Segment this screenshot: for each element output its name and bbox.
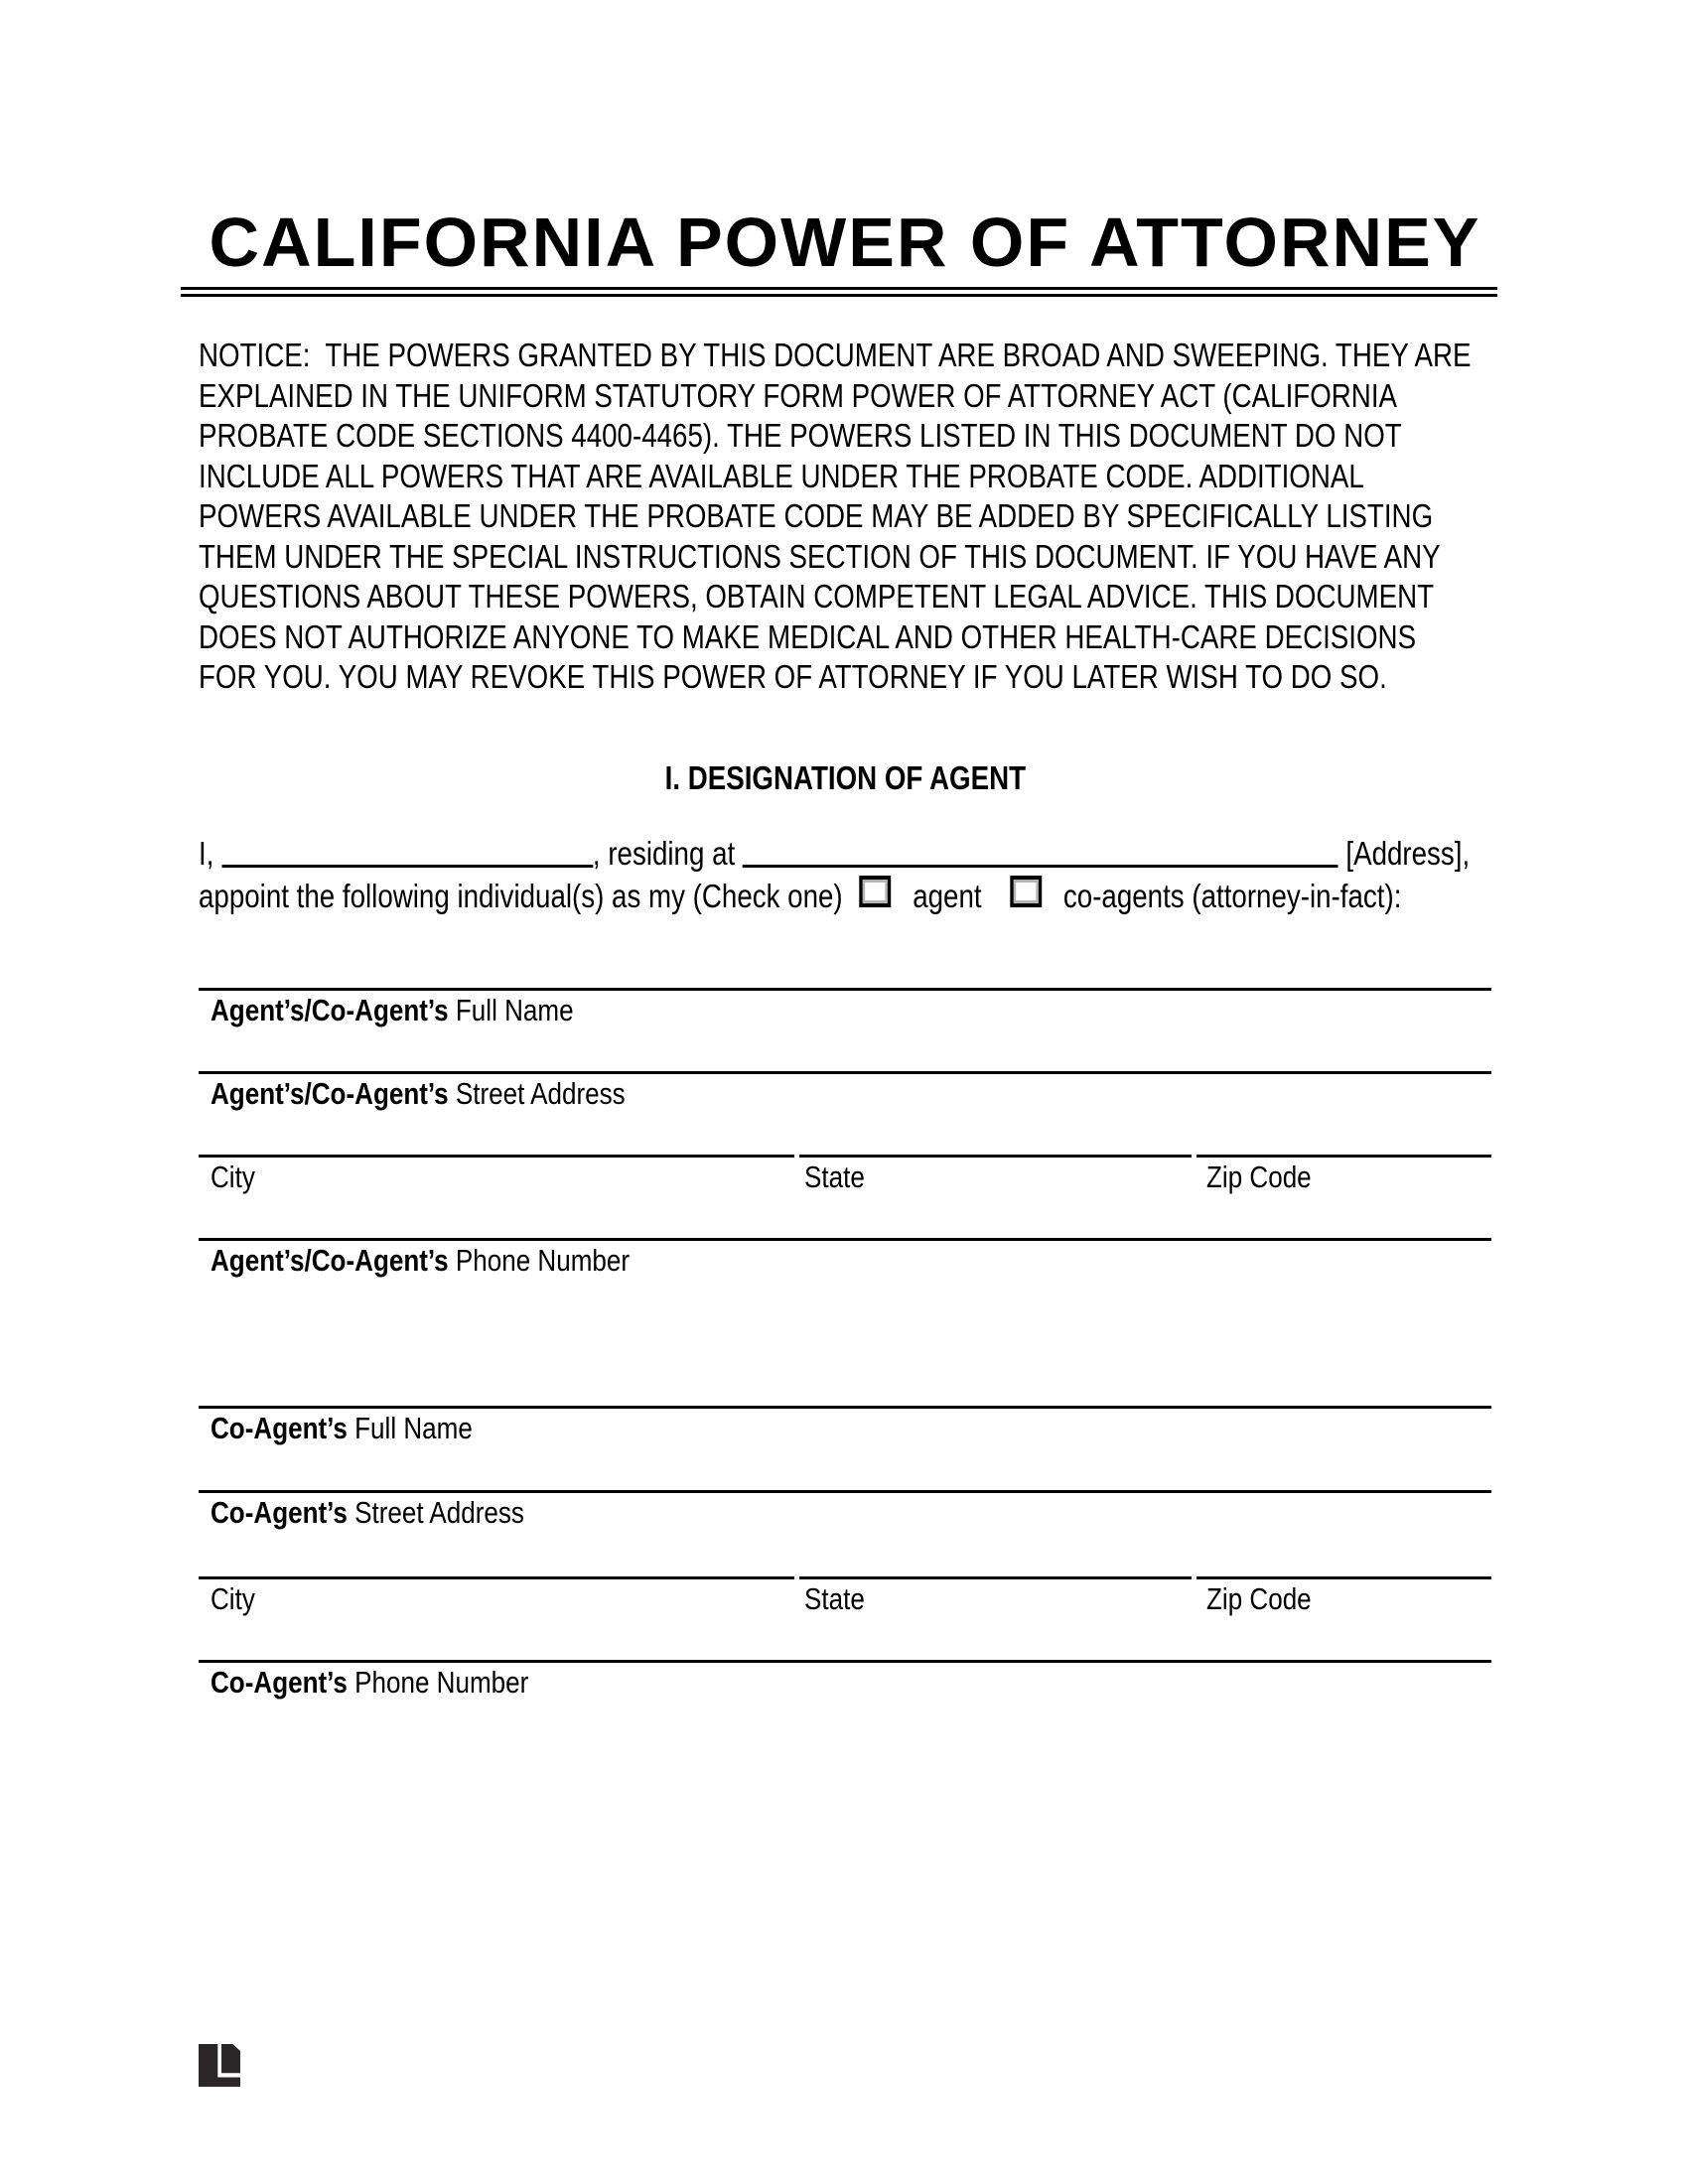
designation-intro <box>199 832 1470 917</box>
i-prefix: I, <box>199 835 222 872</box>
notice-line: DOES NOT AUTHORIZE ANYONE TO MAKE MEDICAL AND OTHER HEALTH-CARE DECISIONS <box>199 617 1417 655</box>
principal-address-field[interactable] <box>743 865 1338 868</box>
notice-line: NOTICE: THE POWERS GRANTED BY THIS DOCUMENT ARE BROAD AND SWEEPING. THEY ARE <box>199 337 1472 373</box>
appoint-text: appoint the following individual(s) as my (Check one) <box>199 878 843 914</box>
residing-at-text: , residing at <box>592 835 743 872</box>
coagent-city-label: City <box>211 1581 255 1616</box>
agent-city-field[interactable] <box>199 1155 794 1158</box>
legal-templates-logo <box>199 2044 240 2087</box>
notice-paragraph <box>199 336 1472 698</box>
section1-heading-wrap <box>199 758 1491 798</box>
field-row-coagent-phone <box>199 1660 1491 1700</box>
agent-option-label: agent <box>913 878 982 914</box>
co-agents-option-label: co-agents (attorney-in-fact): <box>1062 878 1402 914</box>
appoint-line <box>199 875 1470 917</box>
agent-full-name-label: Agent’s/Co-Agent’s Full Name <box>211 993 574 1027</box>
agent-street-label: Agent’s/Co-Agent’s Street Address <box>211 1076 626 1111</box>
notice-line: QUESTIONS ABOUT THESE POWERS, OBTAIN COMPETENT LEGAL ADVICE. THIS DOCUMENT <box>199 578 1435 614</box>
coagent-state-label: State <box>804 1581 865 1616</box>
agent-street-field[interactable] <box>199 1071 1491 1074</box>
principal-name-field[interactable] <box>221 865 593 868</box>
agent-zip-field[interactable] <box>1196 1155 1491 1158</box>
notice-line: THEM UNDER THE SPECIAL INSTRUCTIONS SECTION OF THIS DOCUMENT. IF YOU HAVE ANY <box>199 537 1441 575</box>
field-row-coagent-street <box>199 1490 1491 1530</box>
document-title: CALIFORNIA POWER OF ATTORNEY <box>209 204 1481 281</box>
coagent-city-field[interactable] <box>199 1576 794 1579</box>
notice-line: POWERS AVAILABLE UNDER THE PROBATE CODE MAY BE ADDED BY SPECIFICALLY LISTING <box>199 497 1434 534</box>
agent-phone-label: Agent’s/Co-Agent’s Phone Number <box>211 1243 631 1278</box>
field-row-coagent-full-name <box>199 1406 1491 1445</box>
notice-line: INCLUDE ALL POWERS THAT ARE AVAILABLE UNDER THE PROBATE CODE. ADDITIONAL <box>199 457 1364 494</box>
principal-line <box>199 832 1470 875</box>
coagent-zip-label: Zip Code <box>1206 1581 1312 1616</box>
field-row-agent-phone <box>199 1238 1491 1278</box>
agent-phone-field[interactable] <box>199 1238 1491 1241</box>
coagent-zip-field[interactable] <box>1196 1576 1491 1579</box>
agent-full-name-field[interactable] <box>199 988 1491 991</box>
agent-state-label: State <box>804 1160 865 1194</box>
coagent-full-name-field[interactable] <box>199 1406 1491 1409</box>
coagent-phone-label: Co-Agent’s Phone Number <box>211 1665 529 1700</box>
notice-line: EXPLAINED IN THE UNIFORM STATUTORY FORM POWER OF ATTORNEY ACT (CALIFORNIA <box>199 376 1398 414</box>
title-rule <box>181 287 1497 297</box>
coagent-state-field[interactable] <box>799 1576 1192 1579</box>
field-row-agent-full-name <box>199 988 1491 1027</box>
co-agents-checkbox[interactable] <box>1010 876 1042 907</box>
address-tag: [Address], <box>1337 835 1471 872</box>
notice-line: PROBATE CODE SECTIONS 4400-4465). THE POWERS LISTED IN THIS DOCUMENT DO NOT <box>199 417 1402 454</box>
coagent-street-label: Co-Agent’s Street Address <box>211 1495 524 1530</box>
coagent-phone-field[interactable] <box>199 1660 1491 1663</box>
coagent-street-field[interactable] <box>199 1490 1491 1493</box>
notice-line: FOR YOU. YOU MAY REVOKE THIS POWER OF ATTORNEY IF YOU LATER WISH TO DO SO. <box>199 658 1387 695</box>
field-row-agent-street <box>199 1071 1491 1111</box>
agent-zip-label: Zip Code <box>1206 1160 1312 1194</box>
agent-checkbox[interactable] <box>859 876 891 907</box>
coagent-full-name-label: Co-Agent’s Full Name <box>211 1411 473 1445</box>
agent-state-field[interactable] <box>799 1155 1192 1158</box>
agent-city-label: City <box>211 1160 255 1194</box>
section1-heading: I. DESIGNATION OF AGENT <box>664 759 1026 796</box>
